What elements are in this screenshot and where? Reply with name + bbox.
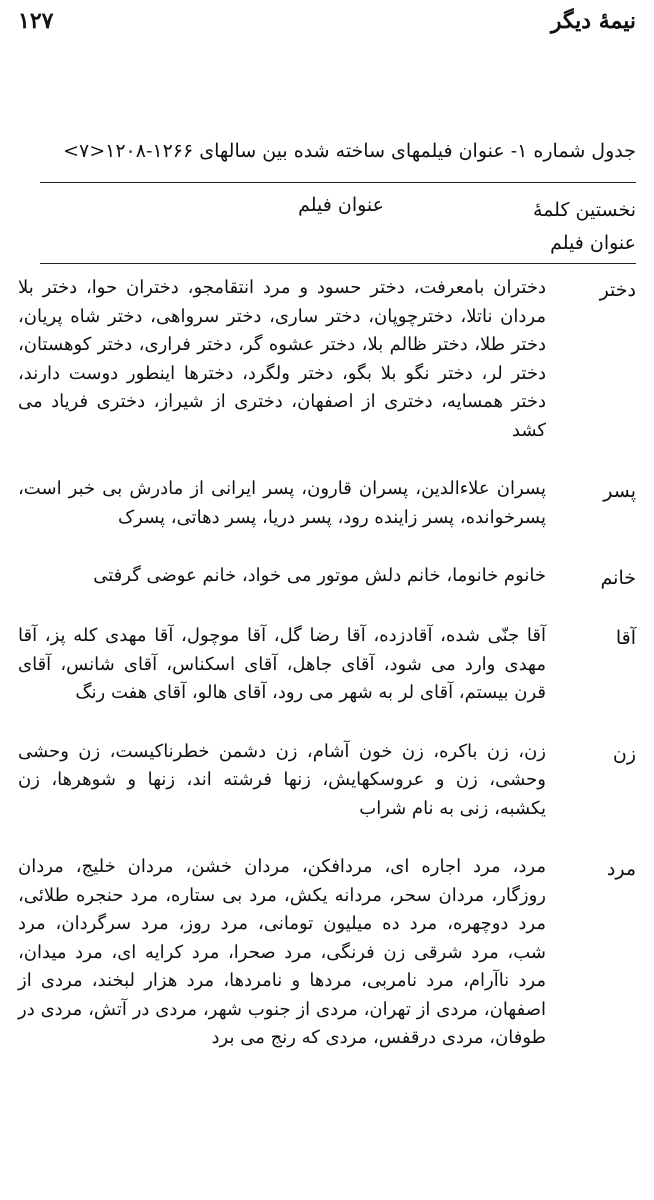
- running-head: نیمهٔ دیگر: [550, 8, 636, 34]
- table-row: [18, 738, 636, 824]
- row-film-titles: دختران بامعرفت، دختر حسود و مرد انتقامجو، دختران حوا، دختر بلا مردان ناتلا، دخترچوپان، دختر ساری، دختر سرواهی، دختر شاه پریان، دختر طلا، دختر ظالم بلا، دختر عشوه گر، دختر فراری، دختر کوهستان، دختر لر، دختر نگو بلا بگو، دختر ولگرد، دخترها اینطور دوست دارند، دختر همسایه، دختری از اصفهان، دختری از شیراز، دختری فریاد می کشد: [18, 277, 546, 441]
- column-header-film-title: عنوان فیلم: [298, 194, 384, 216]
- row-first-word: مرد: [606, 858, 636, 880]
- table-row: [18, 562, 636, 592]
- row-first-word: زن: [612, 742, 636, 765]
- row-film-titles: مرد، مرد اجاره ای، مردافکن، مردان خشن، مردان خلیج، مردان روزگار، مردان سحر، مردانه یکش، مرد بی ستاره، مرد حنجره طلائی، مرد دوچهره، مرد ده میلیون تومانی، مرد روز، مرد سرگردان، مرد شب، مرد شرقی زن فرنگی، مرد صحرا، مرد کرایه ای، مرد میدان، مرد ناآرام، مرد نامربی، مردها و نامردها، مرد هزار لبخند، مردی از اصفهان، مردی از تهران، مردی از جنوب شهر، مردی در آتش، مردی در طوفان، مردی درقفس، مردی که رنج می برد: [18, 856, 546, 1048]
- row-first-word: خانم: [600, 567, 636, 589]
- page-number: ۱۲۷: [18, 8, 54, 34]
- table-top-rule: [40, 182, 636, 183]
- table-row: [18, 475, 636, 532]
- row-film-titles: پسران علاءالدین، پسران قارون، پسر ایرانی از مادرش بی خبر است، پسرخوانده، پسر زاینده رود، پسر دریا، پسر دهاتی، پسرک: [18, 478, 546, 528]
- row-first-word: دختر: [599, 279, 636, 301]
- table-row: [18, 274, 636, 445]
- row-film-titles: آقا جنّی شده، آقادزده، آقا رضا گل، آقا موچول، آقا مهدی کله پز، آقا مهدی وارد می شود، آقای جاهل، آقای اسکناس، آقای شانس، آقای قرن بیستم، آقای لر به شهر می رود، آقای هالو، آقای هفت رنگ: [18, 625, 546, 703]
- table-body: [18, 274, 636, 1053]
- row-film-titles: زن، زن باکره، زن خون آشام، زن دشمن خطرناکیست، زن وحشی وحشی، زن و عروسکهایش، زنها فرشته اند، زنها و شوهرها، زن یکشبه، زنی به نام شراب: [18, 740, 546, 819]
- table-row: [18, 853, 636, 1053]
- row-first-word: پسر: [603, 480, 636, 502]
- row-first-word: آقا: [615, 627, 636, 649]
- column-header-first-word: نخستین کلمهٔ عنوان فیلم: [533, 199, 636, 254]
- table-caption: جدول شماره ۱- عنوان فیلمهای ساخته شده بین سالهای ۱۲۶۶-۱۲۰۸<۷>: [63, 140, 636, 162]
- table-row: [18, 622, 636, 708]
- row-film-titles: خانوم خانوما، خانم دلش موتور می خواد، خانم عوضی گرفتی: [93, 565, 546, 586]
- table-header-rule: [40, 263, 636, 264]
